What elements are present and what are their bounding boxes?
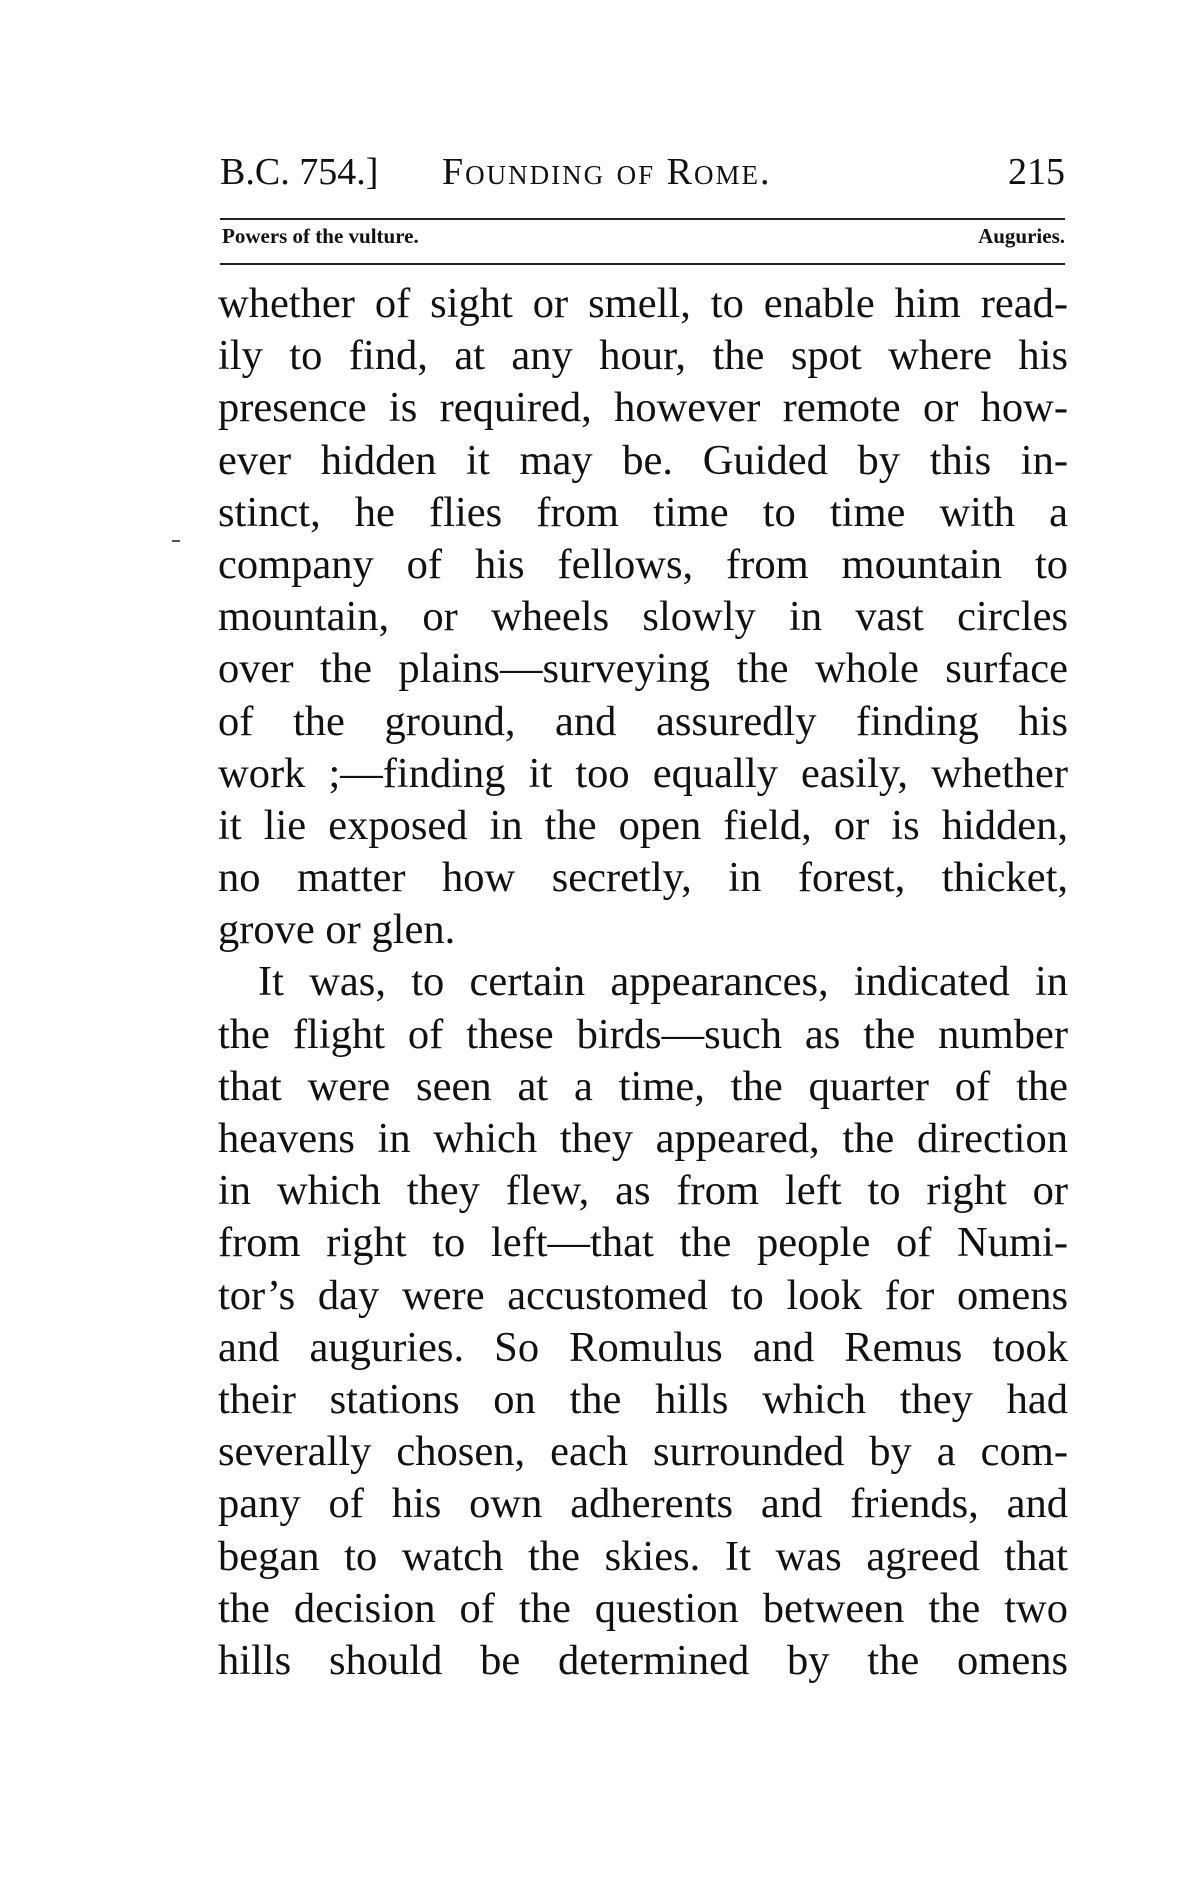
text-line: whether of sight or smell, to enable him read-: [218, 280, 1068, 327]
body-text: [218, 278, 1068, 1687]
text-line: over the plains—surveying the whole surface: [218, 645, 1068, 693]
text-line: the decision of the question between the two: [218, 1584, 1068, 1632]
text-line: no matter how secretly, in forest, thicket,: [218, 854, 1068, 902]
text-line: from right to left—that the people of Numi-: [218, 1219, 1068, 1267]
subhead-left: Powers of the vulture.: [222, 224, 419, 248]
running-head: [220, 150, 1065, 210]
text-line: presence is required, however remote or how-: [218, 384, 1068, 432]
text-line: in which they flew, as from left to right or: [218, 1167, 1068, 1215]
text-line-paragraph-end: grove or glen.: [218, 906, 456, 954]
header-rule-top: [220, 218, 1065, 220]
text-line: company of his fellows, from mountain to: [218, 540, 1068, 588]
text-line: ever hidden it may be. Guided by this in-: [218, 436, 1068, 484]
text-line: that were seen at a time, the quarter of the: [218, 1062, 1068, 1110]
text-line: severally chosen, each surrounded by a com-: [218, 1428, 1068, 1476]
text-line: the flight of these birds—such as the number: [218, 1010, 1068, 1058]
text-line: hills should be determined by the omens: [218, 1636, 1068, 1684]
text-line: pany of his own adherents and friends, and: [218, 1480, 1068, 1528]
text-line: tor’s day were accustomed to look for omens: [218, 1271, 1068, 1319]
subhead-right: Auguries.: [978, 224, 1065, 248]
text-line: their stations on the hills which they had: [218, 1375, 1068, 1423]
margin-subhead: [222, 224, 1065, 254]
text-line: heavens in which they appeared, the direction: [218, 1115, 1068, 1162]
text-line: ily to find, at any hour, the spot where his: [218, 332, 1068, 380]
text-line: of the ground, and assuredly finding his: [218, 697, 1068, 745]
text-line-paragraph-start: It was, to certain appearances, indicated in: [258, 958, 1068, 1006]
page-number: 215: [1008, 151, 1065, 193]
text-line: began to watch the skies. It was agreed that: [218, 1532, 1068, 1580]
running-head-title: Founding of Rome.: [442, 151, 772, 193]
header-rule-bottom: [220, 263, 1065, 265]
margin-speck: [172, 540, 180, 542]
text-line: work ;—finding it too equally easily, whether: [218, 749, 1068, 797]
text-line: mountain, or wheels slowly in vast circles: [218, 593, 1068, 641]
text-line: it lie exposed in the open field, or is hidden,: [218, 801, 1068, 849]
text-line: and auguries. So Romulus and Remus took: [218, 1323, 1068, 1371]
running-head-date: B.C. 754.]: [220, 151, 379, 193]
text-line: stinct, he flies from time to time with a: [218, 488, 1068, 536]
